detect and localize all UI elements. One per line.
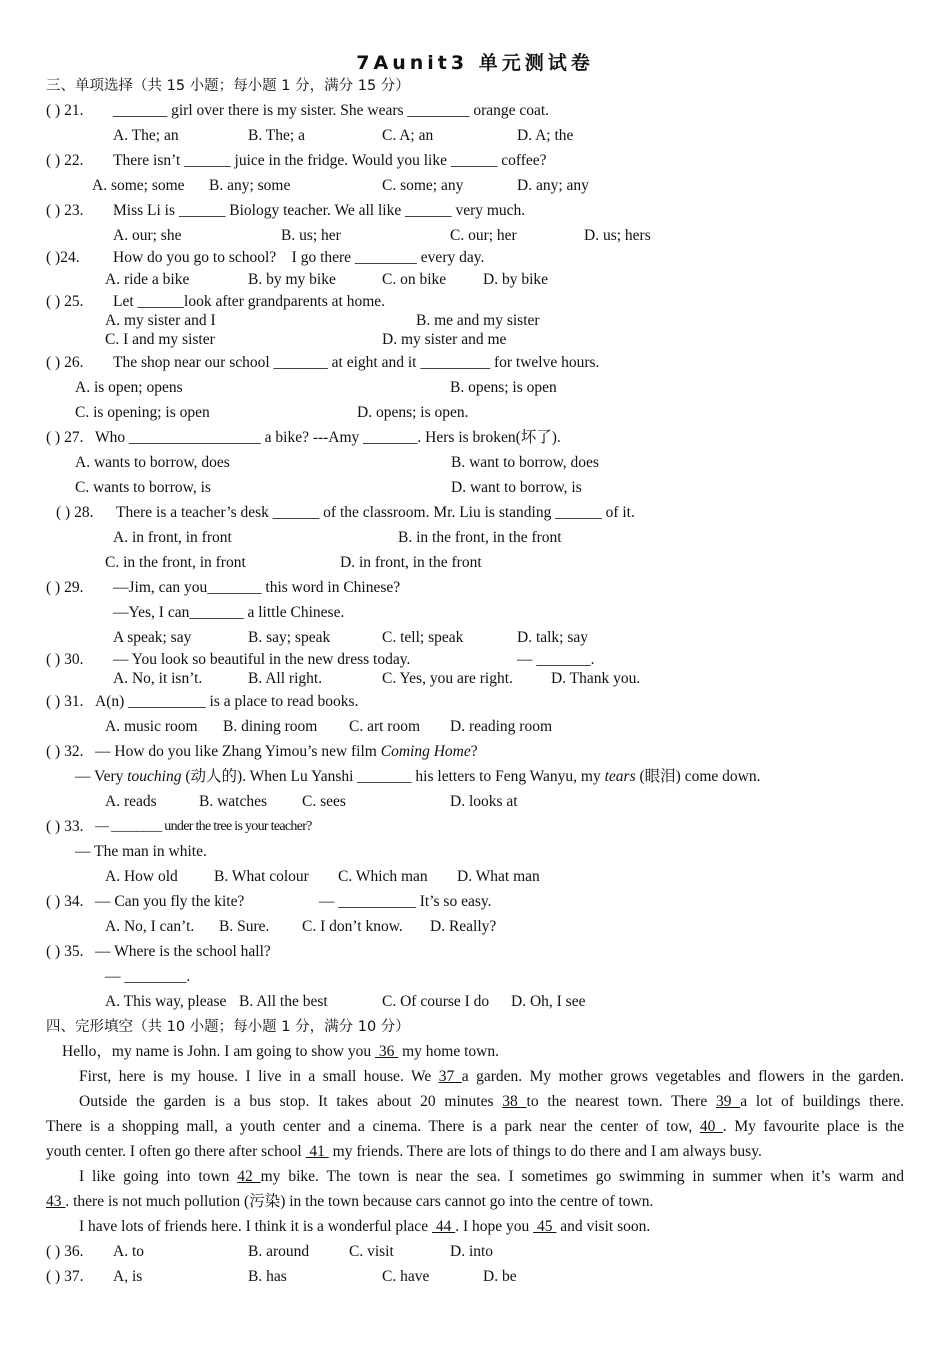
q29-stem: —Jim, can you_______ this word in Chinese?	[113, 579, 401, 596]
section4-header: 四、完形填空（共 10 小题；每小题 1 分，满分 10 分）	[46, 1019, 410, 1035]
q31-number: ( ) 31.	[46, 693, 84, 710]
q29-option-a[interactable]: A speak; say	[113, 629, 192, 646]
passage-line-6: I like going into town 42 my bike. The town is near the sea. I sometimes go swimming in summer when it’s warm and	[79, 1168, 904, 1185]
q21-option-d[interactable]: D. A; the	[517, 127, 574, 144]
q32-option-d[interactable]: D. looks at	[450, 793, 518, 810]
q37-option-c[interactable]: C. have	[382, 1268, 430, 1285]
q35-option-b[interactable]: B. All the best	[239, 993, 328, 1010]
q36-number: ( ) 36.	[46, 1243, 84, 1260]
blank-36: 36	[375, 1043, 399, 1060]
q36-option-d[interactable]: D. into	[450, 1243, 494, 1260]
q22-number: ( ) 22.	[46, 152, 84, 169]
q28-option-a[interactable]: A. in front, in front	[113, 529, 232, 546]
q32-stem: — How do you like Zhang Yimou’s new film Coming Home?	[95, 743, 478, 760]
q35-stem: — Where is the school hall?	[95, 943, 271, 960]
q24-option-d[interactable]: D. by bike	[483, 271, 549, 288]
blank-38: 38	[502, 1093, 527, 1110]
q30-option-d[interactable]: D. Thank you.	[551, 670, 641, 687]
q36-option-b[interactable]: B. around	[248, 1243, 310, 1260]
q22-option-d[interactable]: D. any; any	[517, 177, 589, 194]
q23-stem: Miss Li is ______ Biology teacher. We all like ______ very much.	[113, 202, 526, 219]
blank-37: 37	[438, 1068, 462, 1085]
q30-option-a[interactable]: A. No, it isn’t.	[113, 670, 203, 687]
q34-stem: — Can you fly the kite?	[95, 893, 245, 910]
q33-option-c[interactable]: C. Which man	[338, 868, 428, 885]
q33-stem-reply: — The man in white.	[75, 843, 207, 860]
passage-line-7: 43 . there is not much pollution (污染) in the town because cars cannot go into the centre of town.	[46, 1193, 654, 1210]
q34-stem-reply: — __________ It’s so easy.	[319, 893, 492, 910]
passage-line-2: First, here is my house. I live in a small house. We 37 a garden. My mother grows vegetables and flowers in the garden.	[79, 1068, 905, 1085]
q25-number: ( ) 25.	[46, 293, 84, 310]
blank-41: 41	[305, 1143, 329, 1160]
q32-stem-line2: — Very touching (动人的). When Lu Yanshi _______ his letters to Feng Wanyu, my tears (眼泪) come down.	[75, 768, 761, 785]
q22-option-c[interactable]: C. some; any	[382, 177, 464, 194]
q28-stem: There is a teacher’s desk ______ of the classroom. Mr. Liu is standing ______ of it.	[116, 504, 635, 521]
q28-option-b[interactable]: B. in the front, in the front	[398, 529, 562, 546]
q30-stem: — You look so beautiful in the new dress today.	[113, 651, 411, 668]
q29-option-b[interactable]: B. say; speak	[248, 629, 331, 646]
q27-option-a[interactable]: A. wants to borrow, does	[75, 454, 230, 471]
q26-option-c[interactable]: C. is opening; is open	[75, 404, 210, 421]
q21-option-c[interactable]: C. A; an	[382, 127, 434, 144]
q29-option-d[interactable]: D. talk; say	[517, 629, 589, 646]
q35-option-a[interactable]: A. This way, please	[105, 993, 227, 1010]
q25-option-b[interactable]: B. me and my sister	[416, 312, 540, 329]
q27-option-b[interactable]: B. want to borrow, does	[451, 454, 599, 471]
q26-option-b[interactable]: B. opens; is open	[450, 379, 557, 396]
q34-option-c[interactable]: C. I don’t know.	[302, 918, 403, 935]
q32-option-a[interactable]: A. reads	[105, 793, 157, 810]
q27-option-c[interactable]: C. wants to borrow, is	[75, 479, 211, 496]
q21-number: ( ) 21.	[46, 102, 84, 119]
q29-option-c[interactable]: C. tell; speak	[382, 629, 464, 646]
q30-stem-reply: — _______.	[517, 651, 595, 668]
q31-option-c[interactable]: C. art room	[349, 718, 421, 735]
passage-line-8: I have lots of friends here. I think it is a wonderful place 44 . I hope you 45 and visit soon.	[79, 1218, 651, 1235]
q35-option-c[interactable]: C. Of course I do	[382, 993, 490, 1010]
blank-39: 39	[715, 1093, 741, 1110]
q28-option-d[interactable]: D. in front, in the front	[340, 554, 482, 571]
q27-stem: Who _________________ a bike? ---Amy _______. Hers is broken(坏了).	[95, 429, 561, 446]
q29-number: ( ) 29.	[46, 579, 84, 596]
q23-option-d[interactable]: D. us; hers	[584, 227, 651, 244]
blank-45: 45	[533, 1218, 557, 1235]
q37-option-a[interactable]: A, is	[113, 1268, 143, 1285]
q23-option-c[interactable]: C. our; her	[450, 227, 517, 244]
q23-option-b[interactable]: B. us; her	[281, 227, 341, 244]
q29-stem-reply: —Yes, I can_______ a little Chinese.	[113, 604, 345, 621]
q32-option-c[interactable]: C. sees	[302, 793, 346, 810]
q23-number: ( ) 23.	[46, 202, 84, 219]
q27-option-d[interactable]: D. want to borrow, is	[451, 479, 582, 496]
passage-line-3: Outside the garden is a bus stop. It takes about 20 minutes 38 to the nearest town. There 39 a lot of buildings there.	[79, 1093, 905, 1110]
q21-option-b[interactable]: B. The; a	[248, 127, 305, 144]
q21-stem: _______ girl over there is my sister. She wears ________ orange coat.	[113, 102, 550, 119]
q37-number: ( ) 37.	[46, 1268, 84, 1285]
q21-option-a[interactable]: A. The; an	[113, 127, 179, 144]
q25-option-c[interactable]: C. I and my sister	[105, 331, 215, 348]
q33-option-b[interactable]: B. What colour	[214, 868, 309, 885]
section3-header: 三、单项选择（共 15 小题；每小题 1 分，满分 15 分）	[46, 78, 410, 94]
q31-option-b[interactable]: B. dining room	[223, 718, 318, 735]
q25-option-a[interactable]: A. my sister and I	[105, 312, 216, 329]
q31-option-a[interactable]: A. music room	[105, 718, 198, 735]
q30-option-c[interactable]: C. Yes, you are right.	[382, 670, 513, 687]
q33-number: ( ) 33.	[46, 818, 84, 835]
q24-number: ( )24.	[46, 249, 80, 266]
q26-stem: The shop near our school _______ at eight and it _________ for twelve hours.	[113, 354, 600, 371]
q33-option-d[interactable]: D. What man	[457, 868, 540, 885]
q34-option-d[interactable]: D. Really?	[430, 918, 497, 935]
q34-option-b[interactable]: B. Sure.	[219, 918, 270, 935]
q24-option-a[interactable]: A. ride a bike	[105, 271, 190, 288]
q22-option-a[interactable]: A. some; some	[92, 177, 185, 194]
passage-line-4: There is a shopping mall, a youth center and a cinema. There is a park near the center of tow, 40 . My favourite place is the	[46, 1118, 905, 1135]
passage-line-1: Hello，my name is John. I am going to show you 36 my home town.	[62, 1043, 499, 1060]
q22-stem: There isn’t ______ juice in the fridge. Would you like ______ coffee?	[113, 152, 547, 169]
q33-option-a[interactable]: A. How old	[105, 868, 178, 885]
q35-stem-reply: — ________.	[105, 968, 191, 985]
q24-option-c[interactable]: C. on bike	[382, 271, 447, 288]
q26-option-a[interactable]: A. is open; opens	[75, 379, 183, 396]
page-title: 7Aunit3 单元测试卷	[356, 52, 594, 74]
q28-number: ( ) 28.	[56, 504, 94, 521]
blank-42: 42	[237, 1168, 261, 1185]
q26-option-d[interactable]: D. opens; is open.	[357, 404, 469, 421]
q31-stem: A(n) __________ is a place to read books.	[95, 693, 359, 710]
q24-stem: How do you go to school? I go there ________ every day.	[113, 249, 485, 266]
q37-option-d[interactable]: D. be	[483, 1268, 517, 1285]
q34-option-a[interactable]: A. No, I can’t.	[105, 918, 195, 935]
q32-option-b[interactable]: B. watches	[199, 793, 268, 810]
q30-option-b[interactable]: B. All right.	[248, 670, 323, 687]
blank-40: 40	[699, 1118, 723, 1135]
q26-number: ( ) 26.	[46, 354, 84, 371]
q22-option-b[interactable]: B. any; some	[209, 177, 291, 194]
q36-option-c[interactable]: C. visit	[349, 1243, 394, 1260]
q23-option-a[interactable]: A. our; she	[113, 227, 182, 244]
q35-number: ( ) 35.	[46, 943, 84, 960]
passage-line-5: youth center. I often go there after school 41 my friends. There are lots of things to do there and I am always busy.	[46, 1143, 762, 1160]
q32-number: ( ) 32.	[46, 743, 84, 760]
blank-43: 43	[46, 1193, 66, 1210]
q27-number: ( ) 27.	[46, 429, 84, 446]
q28-option-c[interactable]: C. in the front, in front	[105, 554, 246, 571]
film-title: Coming Home	[380, 743, 471, 760]
q25-option-d[interactable]: D. my sister and me	[382, 331, 507, 348]
q37-option-b[interactable]: B. has	[248, 1268, 287, 1285]
q24-option-b[interactable]: B. by my bike	[248, 271, 336, 288]
q31-option-d[interactable]: D. reading room	[450, 718, 553, 735]
q34-number: ( ) 34.	[46, 893, 84, 910]
q30-number: ( ) 30.	[46, 651, 84, 668]
blank-44: 44	[431, 1218, 456, 1235]
q25-stem: Let ______look after grandparents at home.	[113, 293, 386, 310]
q33-stem: — ________ under the tree is your teacher?	[95, 819, 312, 834]
q35-option-d[interactable]: D. Oh, I see	[511, 993, 586, 1010]
q36-option-a[interactable]: A. to	[113, 1243, 144, 1260]
